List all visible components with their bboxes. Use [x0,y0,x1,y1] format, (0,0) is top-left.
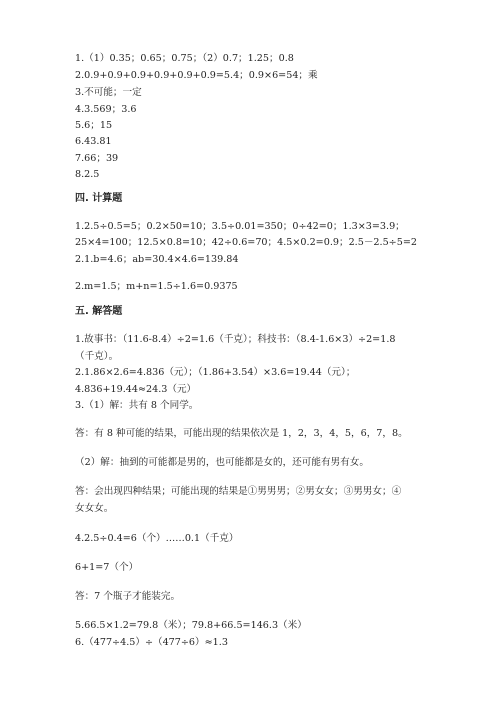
answer-line: 25×4=100；12.5×0.8=10；42÷0.6=70；4.5×0.2=0.9；2.5－2.5÷5=2 [75,237,417,248]
answer-line: 4.836+19.44≈24.3（元） [75,384,197,395]
answer-line: 7.66；39 [75,153,119,164]
answer-line: 2.m=1.5；m+n=1.5÷1.6=0.9375 [75,281,238,292]
answer-line: 6.43.81 [75,136,112,147]
answer-line: 3.不可能；一定 [75,87,142,98]
section-heading-word-problems: 五. 解答题 [75,306,123,317]
answer-line: 1.故事书：（11.6-8.4）÷2=1.6（千克）；科技书：（8.4-1.6×3）÷2=1.8 [75,334,396,345]
answer-line: 1.2.5÷0.5=5；0.2×50=10；3.5÷0.01=350；0÷42=0；1.3×3=3.9； [75,221,405,232]
section-heading-calculation: 四. 计算题 [75,193,123,204]
answer-line: 答：有 8 种可能的结果，可能出现的结果依次是 1，2，3，4，5，6，7，8。 [75,428,408,439]
answer-line: 答：会出现四种结果；可能出现的结果是①男男男；②男女女；③男男女；④ [75,486,402,497]
answer-line: 1.（1）0.35；0.65；0.75；（2）0.7；1.25；0.8 [75,53,294,64]
answer-line: 5.66.5×1.2=79.8（米）；79.8+66.5=146.3（米） [75,620,307,631]
answer-line: 4.2.5÷0.4=6（个）……0.1（千克） [75,533,239,544]
answer-line: 答：7 个瓶子才能装完。 [75,591,181,602]
answer-line: 2.1.b=4.6；ab=30.4×4.6=139.84 [75,254,239,265]
answer-line: 6.（477÷4.5）÷（477÷6）≈1.3 [75,637,228,648]
answer-line: （2）解：抽到的可能都是男的，也可能都是女的，还可能有男有女。 [75,457,369,468]
answer-line: 2.0.9+0.9+0.9+0.9+0.9+0.9=5.4；0.9×6=54；乘 [75,70,318,81]
answer-line: 5.6；15 [75,120,113,131]
answer-line: 2.1.86×2.6=4.836（元）；（1.86+3.54）×3.6=19.44（元）； [75,367,356,378]
answer-line: 女女女。 [75,503,114,514]
answer-line: 8.2.5 [75,169,100,180]
answer-line: 3.（1）解：共有 8 个同学。 [75,400,199,411]
answer-line: （千克）。 [75,351,119,362]
answer-line: 4.3.569；3.6 [75,104,137,115]
answer-line: 6+1=7（个） [75,562,139,573]
